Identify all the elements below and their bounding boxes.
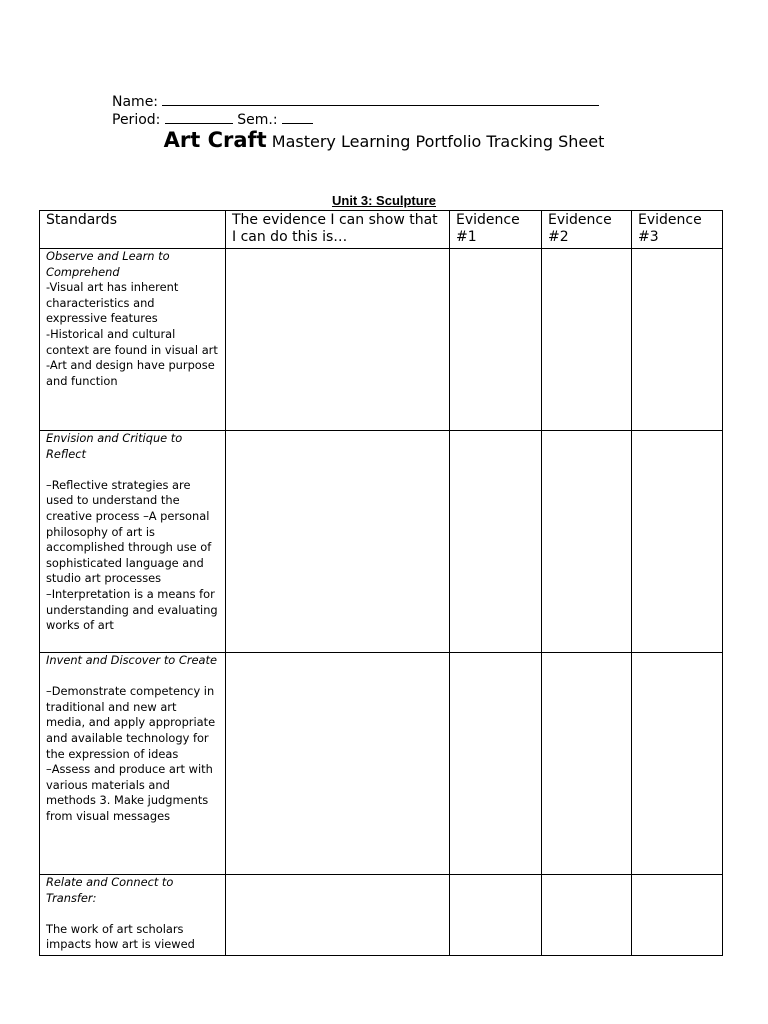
name-line (112, 92, 599, 111)
evidence-description-cell[interactable] (226, 431, 450, 653)
standard-heading: Envision and Critique to Reflect (46, 431, 183, 461)
period-line (112, 110, 313, 129)
standard-cell (40, 431, 226, 653)
evidence-1-cell[interactable] (450, 431, 542, 653)
sem-blank[interactable] (282, 110, 313, 124)
evidence-description-cell[interactable] (226, 875, 450, 956)
standard-body: –Demonstrate competency in traditional and new art media, and apply appropriate and available technology for the expression of ideas –Assess and produce art with various materials and methods 3. Make judgments from visual messages (46, 684, 216, 823)
column-header-evidence-1: Evidence #1 (450, 211, 542, 249)
standard-cell (40, 653, 226, 875)
column-header-evidence-description: The evidence I can show that I can do this is… (226, 211, 450, 249)
standard-body: –Reflective strategies are used to understand the creative process –A personal philosophy of art is accomplished through use of sophisticated language and studio art processes –Interpretation is a means for understanding and evaluating works of art (46, 477, 218, 633)
page-title-sub: Mastery Learning Portfolio Tracking Sheet (271, 132, 605, 151)
table-row (40, 249, 723, 431)
evidence-description-cell[interactable] (226, 653, 450, 875)
column-header-evidence-3: Evidence #3 (632, 211, 723, 249)
table-row (40, 653, 723, 875)
evidence-3-cell[interactable] (632, 431, 723, 653)
standard-cell (40, 249, 226, 431)
page-title-main: Art Craft (163, 128, 267, 152)
evidence-3-cell[interactable] (632, 875, 723, 956)
standard-body: The work of art scholars impacts how art is viewed (46, 921, 195, 952)
standard-body: -Visual art has inherent characteristics and expressive features -Historical and cultural context are found in visual art -Art and design have purpose and function (46, 280, 218, 388)
period-label: Period: (112, 112, 161, 128)
evidence-3-cell[interactable] (632, 653, 723, 875)
period-blank[interactable] (165, 110, 233, 124)
sem-label: Sem.: (237, 112, 278, 128)
standard-heading: Relate and Connect to Transfer: (46, 875, 174, 905)
table-row (40, 875, 723, 956)
standard-heading: Observe and Learn to Comprehend (46, 249, 170, 279)
column-header-standards: Standards (40, 211, 226, 249)
tracking-table (39, 210, 723, 956)
standard-heading: Invent and Discover to Create (46, 653, 217, 667)
evidence-2-cell[interactable] (542, 431, 632, 653)
evidence-3-cell[interactable] (632, 249, 723, 431)
name-blank[interactable] (162, 92, 599, 106)
page-title (0, 128, 768, 152)
evidence-2-cell[interactable] (542, 249, 632, 431)
standard-cell (40, 875, 226, 956)
evidence-description-cell[interactable] (226, 249, 450, 431)
evidence-2-cell[interactable] (542, 875, 632, 956)
table-row (40, 431, 723, 653)
evidence-1-cell[interactable] (450, 249, 542, 431)
evidence-2-cell[interactable] (542, 653, 632, 875)
evidence-1-cell[interactable] (450, 653, 542, 875)
name-label: Name: (112, 94, 159, 110)
unit-title: Unit 3: Sculpture (331, 193, 436, 208)
column-header-evidence-2: Evidence #2 (542, 211, 632, 249)
evidence-1-cell[interactable] (450, 875, 542, 956)
table-header-row (40, 211, 723, 249)
